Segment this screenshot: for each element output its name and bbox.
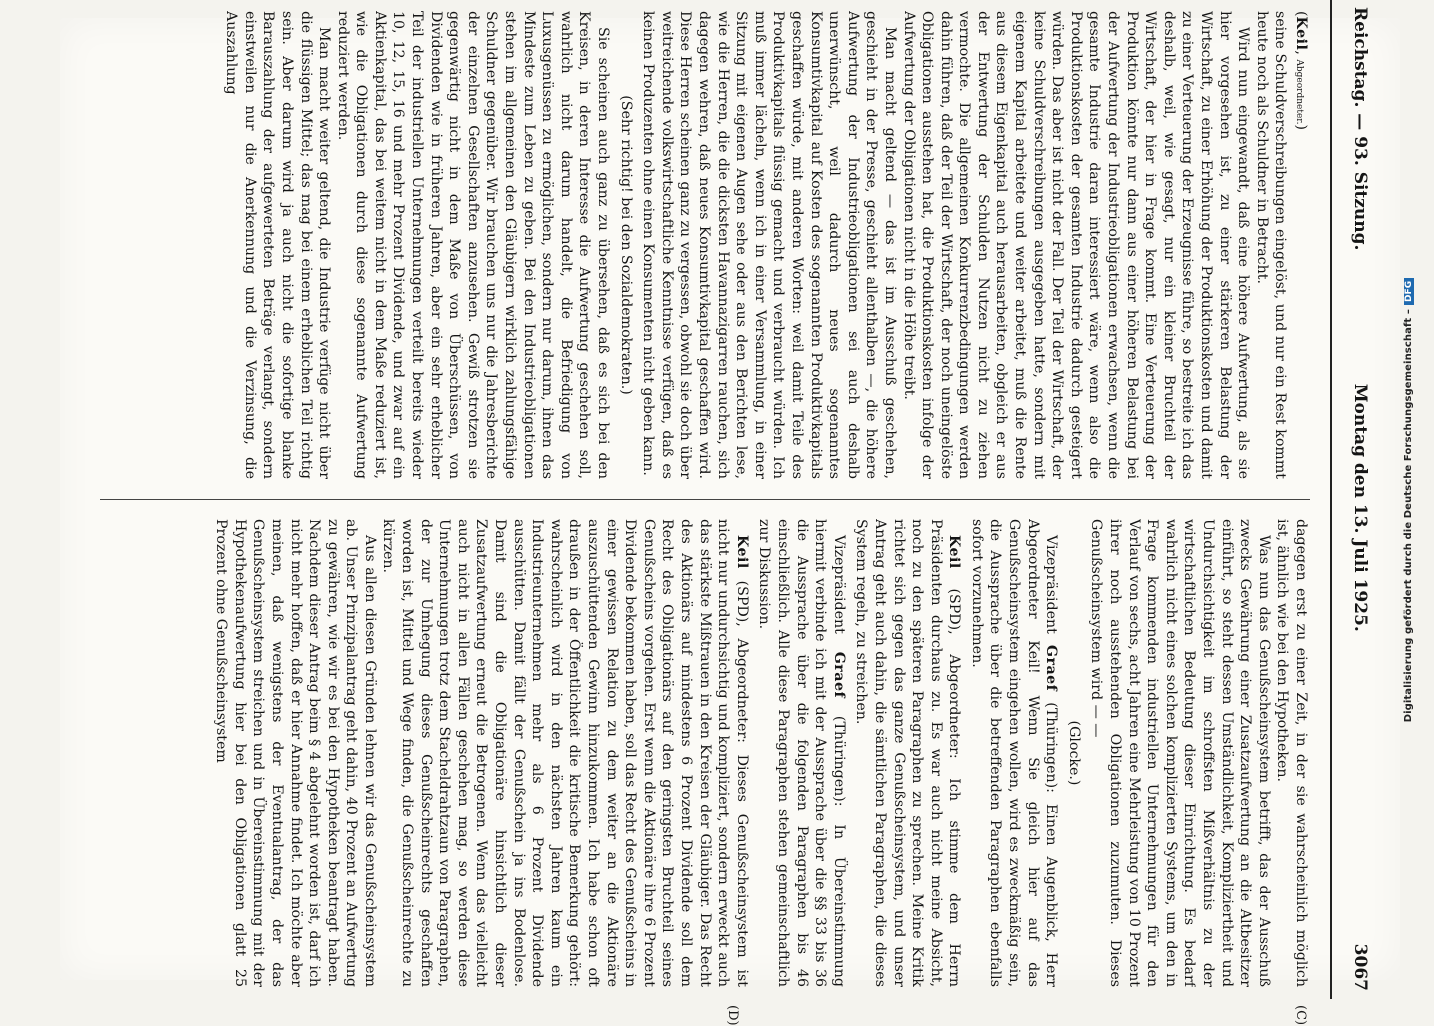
- speaker-role: Abgeordneter.: [1294, 59, 1304, 125]
- interjection: (Sehr richtig! bei den Sozialdemokraten.): [617, 95, 634, 395]
- speech-keil-1: [852, 519, 964, 987]
- credit-text: Digitalisierung gefördert durch die Deutsche Forschungsgemeinschaft –: [1403, 309, 1414, 723]
- paragraph: Man macht weiter geltend, die Industrie verfüge nicht über die flüssigen Mittel; das mag bei einem erheblichen Teil richtig sein. Aber darum wird ja auch nicht die sofortige blanke Barauszahlung der aufgewerteten Beträge verlangt, sondern einstweilen nur die Anerkennung und die Verzinsung, die Auszahlung: [223, 11, 333, 479]
- header-session: Reichstag. — 93. Sitzung.: [1350, 7, 1370, 251]
- header-date: Montag den 13. Juli 1925.: [1350, 383, 1370, 632]
- left-column: [100, 11, 1310, 479]
- header-rule: [1330, 0, 1332, 999]
- digitization-credit: [1403, 10, 1421, 990]
- speaker-name: Graef: [830, 651, 847, 699]
- column-divider: [100, 499, 1310, 500]
- scanned-page: [60, 7, 1400, 1026]
- margin-mark-d: (D): [725, 1005, 740, 1026]
- speech-text: (SPD), Abgeordneter: Dieses Genußscheinsystem ist nicht nur undurchsichtig und kompliziert, sondern erweckt auch das stärkste Mißtrauen in den Kreisen der Gläubiger. Das Recht des Aktionärs auf mindestens 6 Prozent Dividende soll dem Recht des Obligationärs auf den geringsten Bruchteil seines Genußscheins vorgehen. Erst wenn die Aktionäre ihre 6 Prozent Dividende bekommen haben, soll das Recht des Genußscheins in einer gewissen Relation zu dem weiter an die Aktionäre auszuschüttenden Gewinn hinzukommen. Ich habe schon oft draußen in der Öffentlichkeit die kritische Bemerkung gehört: wahrscheinlich wird in den nächsten Jahren kaum ein Industrieunternehmen mehr als 6 Prozent Dividende ausschütten. Damit fällt der Genußschein ja ins Bodenlose. Damit sind die Obligationäre hinsichtlich dieser Zusatzaufwertung erneut die Betrogenen. Wenn das vielleicht auch nicht in allen Fällen geschehen mag, so werden diese Unternehmungen trotz dem Stacheldrahtzaun von Paragraphen, der zur Umhegung dieses Genußscheinrechts geschaffen worden ist, Mittel und Wege finden, die Genußscheinrechte zu kürzen.: [380, 519, 750, 987]
- paragraph: Man macht geltend — das ist im Ausschuß geschehen, geschieht in der Presse, geschieht allenthalben —, die höhere Aufwertung der Industrieobligationen sei auch deshalb unerwünscht, weil dadurch neues sogenanntes Konsumtivkapital auf Kosten des sogenannten Produktivkapitals geschaffen würde, mit anderen Worten: weil damit Teile des Produktivkapitals flüssig gemacht und verbraucht würden. Ich muß immer lächeln, wenn ich in einer Versammlung, in einer Sitzung mit eigenen Augen sehe oder aus den Berichten lese, wie die Herren, die die dicksten Havannazigarren rauchen, sich dagegen wehren, daß neues Konsumtivkapital geschaffen wird. Diese Herren scheinen ganz zu vergessen, obwohl sie doch über weitreichende volkswirtschaftliche Kenntnisse verfügen, daß es keinen Produzenten ohne einen Konsumenten nicht geben kann.: [640, 11, 898, 479]
- header-date-page: [1350, 384, 1370, 991]
- speaker-name: Keil: [1293, 16, 1309, 51]
- speaker-name: Graef: [1043, 644, 1060, 692]
- speaker-name: Keil: [733, 535, 750, 569]
- speaker-label: Vizepräsident: [1043, 535, 1060, 634]
- paragraph: Aus allen diesen Gründen lehnen wir das Genußscheinsystem ab. Unser Prinzipalantrag geht dahin, 40 Prozent an Aufwertung zu gewähren, wie wir es bei den Hypotheken beantragt haben. Nachdem dieser Antrag beim § 4 abgelehnt worden ist, darf ich nicht mehr hoffen, daß er hier Annahme findet. Ich möchte aber meinen, daß wenigstens der Eventualantrag, der das Genußscheinsystem streichen und in Übereinstimmung mit der Hypothekenaufwertung hier bei den Obligationen glatt 25 Prozent ohne Genußscheinsystem: [213, 519, 378, 987]
- speaker-line: (Keil, Abgeordneter.): [1293, 11, 1309, 131]
- speech-keil-2: [379, 519, 751, 987]
- speaker-name: Keil: [946, 535, 963, 569]
- speech-text: (Thüringen): Einen Augenblick, Herr Abgeordneter Keil! Wenn Sie gleich hier auf das Genußscheinsystem eingehen wollen, wird es zweckmäßig sein, die Aussprache über die betreffenden Paragraphen ebenfalls sofort vorzunehmen.: [968, 519, 1060, 987]
- speech-text: (Thüringen): In Übereinstimmung hiermit verbinde ich mit der Aussprache über die §§ 33 bis 36 die Aussprache über die folgenden Paragraphen bis 46 einschließlich. Alle diese Paragraphen stehen gemeinschaftlich zur Diskussion.: [756, 519, 847, 987]
- margin-mark-c: (C): [1293, 1005, 1308, 1026]
- page-header: [1338, 0, 1380, 999]
- right-column: [100, 519, 1310, 987]
- speech-vizepraesident-1: [967, 519, 1060, 987]
- paragraph: Sie scheinen auch ganz zu übersehen, daß es sich bei den Kreisen, in deren Interesse die Aufwertung geschehen soll, wahrlich nicht darum handelt, die Befriedigung von Luxusgenüssen zu ermöglichen, sondern nur darum, ihnen das Mindeste zum Leben zu geben. Bei den Industrieobligationen stehen im allgemeinen den Gläubigern wirklich zahlungsfähige Schuldner gegenüber. Wir brauchen uns nur die Jahresberichte der einzelnen Gesellschaften anzusehen. Gewiß strotzen sie gegenwärtig nicht in dem Maße von Überschüssen, von Dividenden wie in früheren Jahren, aber ein sehr erheblicher Teil der industriellen Unternehmungen verteilt bereits wieder 10, 12, 15, 16 und mehr Prozent Dividende, und zwar auf ein Aktienkapital, das bei weitem nicht in dem Maße reduziert ist, wie die Obligationen durch diese sogenannte Aufwertung reduziert werden.: [334, 11, 612, 479]
- paragraph: Wird nun eingewandt, daß eine höhere Aufwertung, als sie hier vorgesehen ist, zu einer stärkeren Belastung der Wirtschaft, zu einer Erhöhung der Produktionskosten und damit zu einer Verteuerung der Erzeugnisse führe, so bestreite ich das deshalb, weil, wie gesagt, nur ein kleiner Bruchteil der Wirtschaft, der hier in Frage kommt. Eine Verteuerung der Produktion könnte nur dann aus einer höheren Belastung bei der Aufwertung der Industrieobligationen erwachsen, wenn die gesamte Industrie daran interessiert wäre, wenn also die Produktionskosten der gesamten Industrie dadurch gesteigert würden. Das aber ist nicht der Fall. Der Teil der Wirtschaft, der keine Schuldverschreibungen ausgegeben hatte, sondern mit eigenem Kapital arbeitete und weiter arbeitet, muß die Rente aus diesem Eigenkapital auch herausarbeiten, obgleich er aus der Entwertung der Schulden Nutzen nicht zu ziehen vermochte. Die allgemeinen Konkurrenzbedingungen werden dahin führen, daß der Teil der Wirtschaft, der noch uneingelöste Obligationen ausstehen hat, die Produktionskosten infolge der Aufwertung der Obligationen nicht in die Höhe treibt.: [900, 11, 1252, 479]
- paragraph: Was nun das Genußscheinsystem betrifft, das der Ausschuß zwecks Gewährung einer Zusatzaufwertung an die Altbesitzer einführt, so steht dessen Umständlichkeit, Kompliziertheit und Undurchsichtigkeit im schroffsten Mißverhältnis zu der wirtschaftlichen Bedeutung dieser Einrichtung. Es bedarf wahrlich nicht eines solchen komplizierten Systems, um den in Frage kommenden industriellen Unternehmungen für den Verlauf von sechs, acht Jahren eine Mehrleistung von 10 Prozent ihrer noch ausstehenden Obligationen zuzumuten. Dieses Genußscheinsystem wird — —: [1088, 519, 1272, 987]
- paragraph: seine Schuldverschreibungen eingelöst, und nur ein Rest kommt heute noch als Schuldner in Betracht.: [1253, 11, 1289, 479]
- dfg-logo: DFG: [1404, 278, 1414, 305]
- speaker-label: Vizepräsident: [830, 535, 847, 634]
- printed-page-rotated: [80, 0, 1380, 1026]
- speech-text: (SPD), Abgeordneter: Ich stimme dem Herrn Präsidenten durchaus zu. Es war auch nicht meine Absicht, noch zu den späteren Paragraphen zu sprechen. Meine Kritik richtet sich gegen das ganze Genußscheinsystem, und unser Antrag geht auch dahin, die sämtlichen Paragraphen, die dieses System regeln, zu streichen.: [853, 519, 963, 987]
- bell-note: (Glocke.): [1065, 720, 1082, 786]
- speech-vizepraesident-2: [755, 519, 848, 987]
- paragraph: dagegen erst zu einer Zeit, in der sie wahrscheinlich möglich ist, ähnlich wie bei den Hypotheken.: [1274, 519, 1309, 987]
- page-number: 3067: [1350, 943, 1370, 991]
